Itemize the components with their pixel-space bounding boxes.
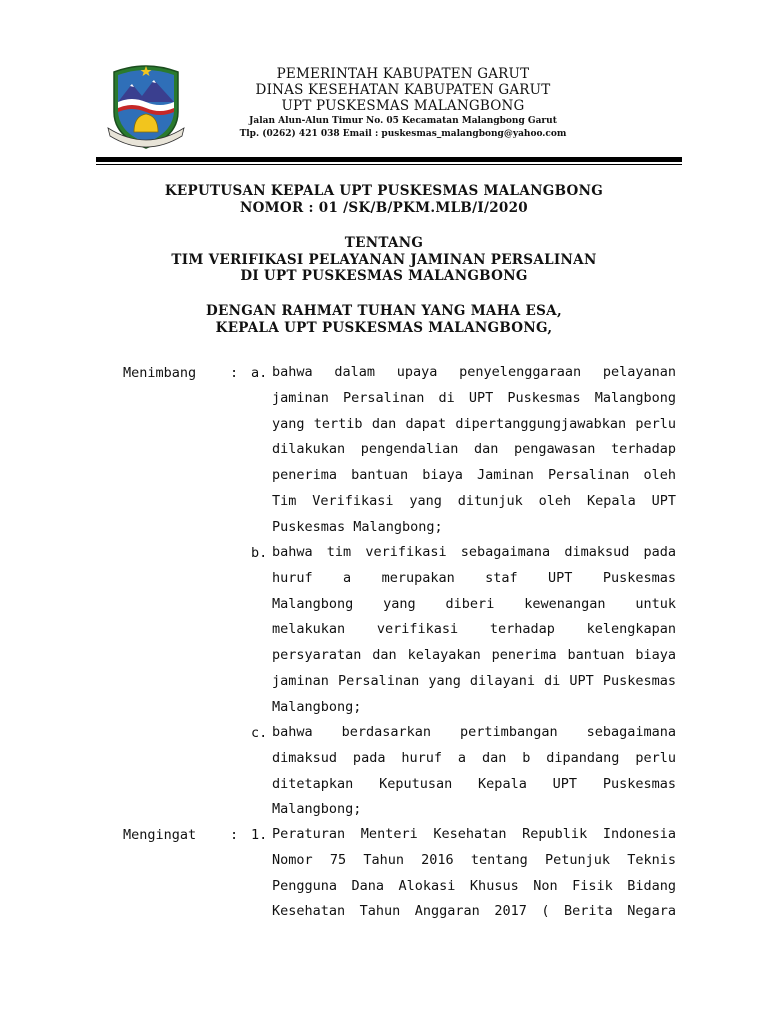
address-line: Jalan Alun-Alun Timur No. 05 Kecamatan Malangbong Garut [249, 116, 557, 126]
decree-title: KEPUTUSAN KEPALA UPT PUSKESMAS MALANGBONG [164, 183, 604, 199]
item-marker: b. [251, 545, 268, 561]
menimbang-item-b [272, 540, 676, 721]
text-line: Nomor 75 Tahun 2016 tentang Petunjuk Teknis [272, 851, 676, 868]
text-line: ditetapkan Keputusan Kepala UPT Puskesmas [272, 775, 676, 792]
text-line: jaminan Persalinan yang dilayani di UPT Puskesmas [272, 672, 676, 689]
subject-line-2: DI UPT PUSKESMAS MALANGBONG [240, 268, 528, 284]
letterhead-divider-thin [96, 164, 682, 165]
subject-line-1: TIM VERIFIKASI PELAYANAN JAMINAN PERSALINAN [171, 251, 597, 268]
text-line: Peraturan Menteri Kesehatan Republik Indonesia [272, 826, 676, 842]
government-name: PEMERINTAH KABUPATEN GARUT [276, 66, 530, 82]
text-line: Malangbong; [272, 698, 362, 715]
text-line: Malangbong yang diberi kewenangan untuk [272, 595, 676, 612]
garut-regency-emblem-icon [106, 62, 186, 150]
text-line: huruf a merupakan staf UPT Puskesmas [272, 569, 676, 586]
menimbang-item-a [272, 360, 676, 541]
decree-number: NOMOR : 01 /SK/B/PKM.MLB/I/2020 [239, 199, 528, 216]
text-line: persyaratan dan kelayakan penerima bantuan biaya [272, 647, 676, 664]
text-line: Tim Verifikasi yang ditunjuk oleh Kepala UPT [272, 492, 676, 509]
menimbang-colon: : [230, 365, 239, 381]
preamble-block [0, 303, 768, 336]
text-line: penerima bantuan biaya Jaminan Persalinan oleh [272, 467, 676, 484]
text-line: melakukan verifikasi terhadap kelengkapan [272, 621, 676, 638]
contact-line: Tlp. (0262) 421 038 Email : puskesmas_malangbong@yahoo.com [239, 129, 567, 139]
text-line: dilakukan pengendalian dan pengawasan terhadap [272, 441, 676, 458]
text-line: jaminan Persalinan di UPT Puskesmas Malangbong [272, 389, 676, 406]
text-line: Pengguna Dana Alokasi Khusus Non Fisik Bidang [272, 877, 676, 894]
letterhead [200, 66, 606, 141]
text-line: bahwa berdasarkan pertimbangan sebagaimana [272, 724, 676, 740]
text-line: Malangbong; [272, 801, 362, 818]
decree-title-block [0, 183, 768, 216]
text-line: bahwa dalam upaya penyelenggaraan pelayanan [272, 364, 676, 380]
text-line: Kesehatan Tahun Anggaran 2017 ( Berita Negara [272, 903, 676, 920]
letterhead-divider-thick [96, 157, 682, 162]
text-line: Puskesmas Malangbong; [272, 518, 443, 535]
department-name: DINAS KESEHATAN KABUPATEN GARUT [255, 82, 551, 98]
text-line: dimaksud pada huruf a dan b dipandang perlu [272, 749, 676, 766]
mengingat-colon: : [230, 827, 239, 843]
menimbang-item-c [272, 720, 676, 823]
mengingat-label: Mengingat [123, 827, 197, 843]
preamble-line-2: KEPALA UPT PUSKESMAS MALANGBONG, [215, 319, 553, 336]
item-marker: a. [251, 365, 268, 381]
item-marker: 1. [251, 827, 268, 843]
mengingat-item-1 [272, 822, 676, 925]
text-line: yang tertib dan dapat dipertanggungjawabkan perlu [272, 415, 676, 432]
item-marker: c. [251, 725, 268, 741]
text-line: bahwa tim verifikasi sebagaimana dimaksud pada [272, 544, 676, 560]
preamble-line-1: DENGAN RAHMAT TUHAN YANG MAHA ESA, [206, 303, 562, 319]
menimbang-label: Menimbang [123, 365, 197, 381]
about-heading: TENTANG [344, 235, 424, 251]
subject-block [0, 235, 768, 285]
institution-name: UPT PUSKESMAS MALANGBONG [281, 98, 525, 114]
